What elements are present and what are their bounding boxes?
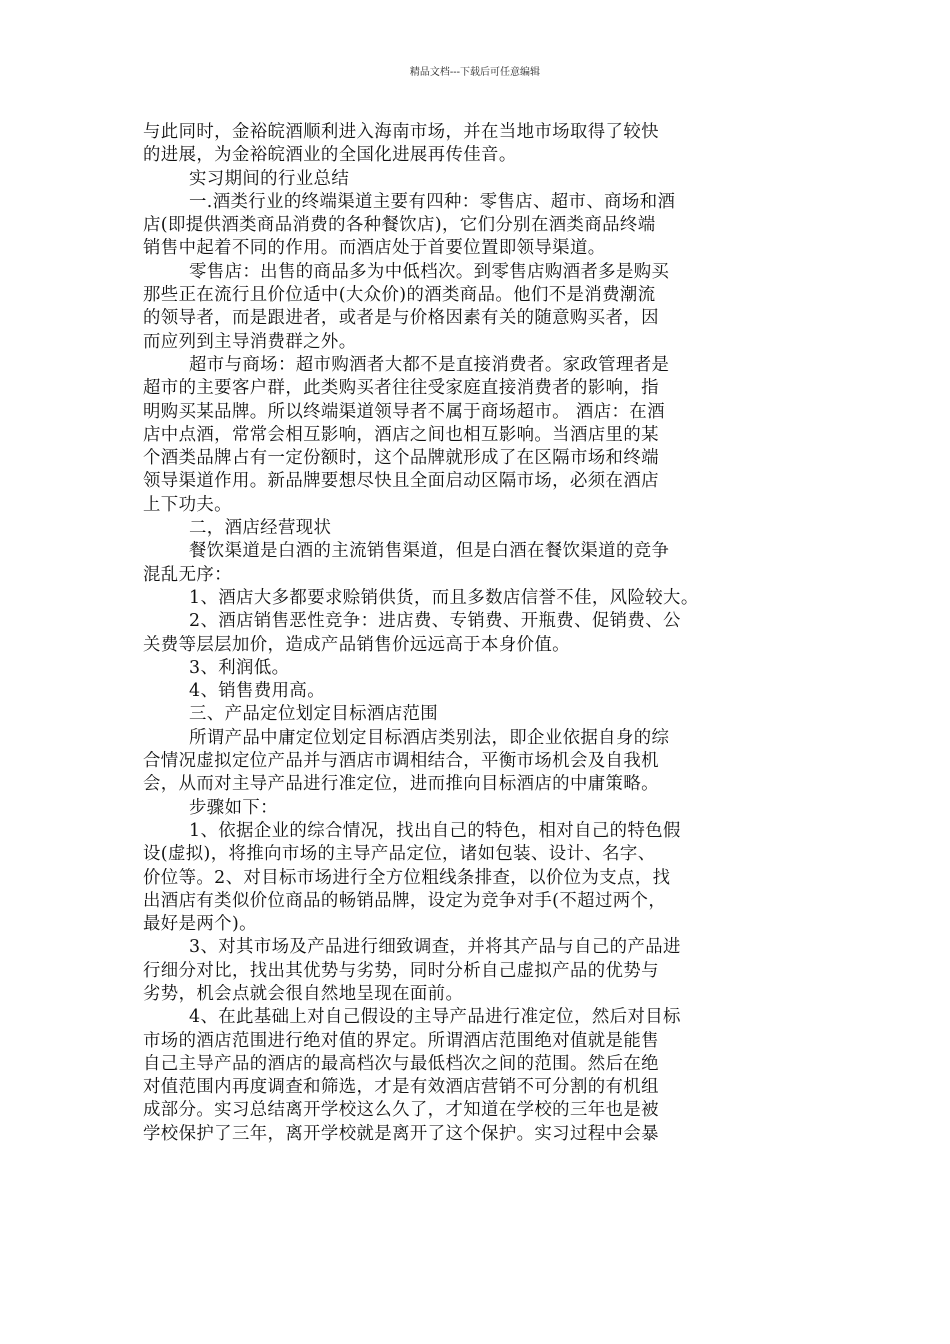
text-line: 个酒类品牌占有一定份额时，这个品牌就形成了在区隔市场和终端 [143,448,659,469]
text-line: 学校保护了三年，离开学校就是离开了这个保护。实习过程中会暴 [143,1123,659,1144]
text-line: 实习期间的行业总结 [189,168,350,189]
text-line: 4、在此基础上对自己假设的主导产品进行准定位，然后对目标 [189,1007,681,1028]
text-line: 而应列到主导消费群之外。 [143,331,357,352]
text-line: 零售店：出售的商品多为中低档次。到零售店购酒者多是购买 [189,261,670,282]
document-body [143,121,815,1146]
text-line: 店(即提供酒类商品消费的各种餐饮店)，它们分别在酒类商品终端 [143,215,656,236]
text-line: 超市与商场：超市购酒者大都不是直接消费者。家政管理者是 [189,354,670,375]
text-line: 上下功夫。 [143,494,232,515]
text-line: 自己主导产品的酒店的最高档次与最低档次之间的范围。然后在绝 [143,1053,659,1074]
text-line: 混乱无序： [143,564,232,585]
text-line: 3、对其市场及产品进行细致调查，并将其产品与自己的产品进 [189,937,681,958]
text-line: 明购买某品牌。所以终端渠道领导者不属于商场超市。 酒店：在酒 [143,401,665,422]
text-line: 三、产品定位划定目标酒店范围 [189,704,439,725]
text-line: 餐饮渠道是白酒的主流销售渠道，但是白酒在餐饮渠道的竞争 [189,541,670,562]
text-line: 2、酒店销售恶性竞争：进店费、专销费、开瓶费、促销费、公 [189,611,681,632]
text-line: 劣势，机会点就会很自然地呈现在面前。 [143,983,464,1004]
text-line: 的进展，为金裕皖酒业的全国化进展再传佳音。 [143,145,517,166]
text-line: 会，从而对主导产品进行准定位，进而推向目标酒店的中庸策略。 [143,774,659,795]
text-line: 价位等。2、对目标市场进行全方位粗线条排查，以价位为支点，找 [143,867,671,888]
text-line: 1、依据企业的综合情况，找出自己的特色，相对自己的特色假 [189,820,681,841]
text-line: 行细分对比，找出其优势与劣势，同时分析自己虚拟产品的优势与 [143,960,659,981]
text-line: 一.酒类行业的终端渠道主要有四种：零售店、超市、商场和酒 [189,191,676,212]
text-line: 销售中起着不同的作用。而酒店处于首要位置即领导渠道。 [143,238,606,259]
text-line: 领导渠道作用。新品牌要想尽快且全面启动区隔市场，必须在酒店 [143,471,659,492]
text-line: 店中点酒，常常会相互影响，酒店之间也相互影响。当酒店里的某 [143,424,659,445]
text-line: 二，酒店经营现状 [189,518,332,539]
text-line: 步骤如下： [189,797,278,818]
text-line: 1、酒店大多都要求赊销供货，而且多数店信誉不佳，风险较大。 [189,587,699,608]
text-line: 成部分。实习总结离开学校这么久了，才知道在学校的三年也是被 [143,1100,659,1121]
text-line: 出酒店有类似价位商品的畅销品牌，设定为竞争对手(不超过两个， [143,890,667,911]
text-line: 与此同时，金裕皖酒顺利进入海南市场，并在当地市场取得了较快 [143,122,659,142]
text-line: 设(虚拟)，将推向市场的主导产品定位，诸如包装、设计、名字、 [143,844,656,865]
text-line: 市场的酒店范围进行绝对值的界定。所谓酒店范围绝对值就是能售 [143,1030,659,1051]
text-line: 3、利润低。 [189,657,290,678]
page-header: 精品文档---下载后可任意编辑 [409,67,541,78]
text-line: 关费等层层加价，造成产品销售价远远高于本身价值。 [143,634,570,655]
text-line: 超市的主要客户群，此类购买者往往受家庭直接消费者的影响，指 [143,378,659,399]
text-line: 4、销售费用高。 [189,681,325,702]
text-line: 最好是两个)。 [143,914,257,935]
text-line: 合情况虚拟定位产品并与酒店市调相结合，平衡市场机会及自我机 [143,751,659,772]
text-line: 的领导者，而是跟进者，或者是与价格因素有关的随意购买者，因 [143,308,659,329]
text-line: 对值范围内再度调查和筛选，才是有效酒店营销不可分割的有机组 [143,1077,659,1098]
text-line: 那些正在流行且价位适中(大众价)的酒类商品。他们不是消费潮流 [143,285,656,306]
text-line: 所谓产品中庸定位划定目标酒店类别法，即企业依据自身的综 [189,727,670,748]
